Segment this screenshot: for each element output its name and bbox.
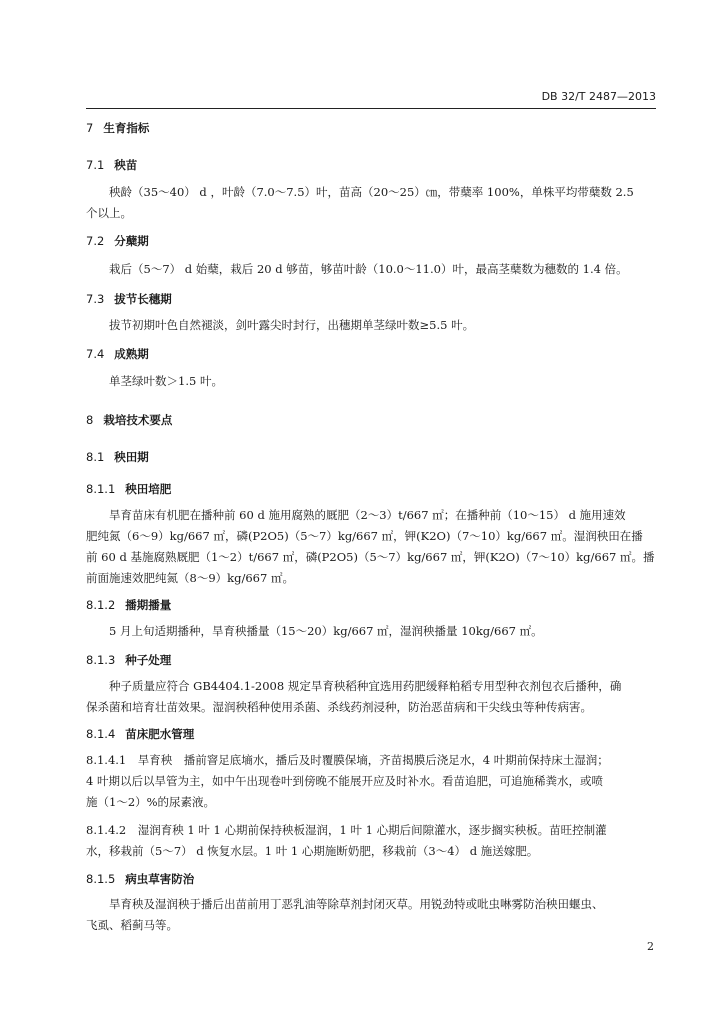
paragraph-7-1: 秧龄（35～40） d ，叶龄（7.0～7.5）叶，苗高（20～25）㎝，带蘖率 100%，单株平均带蘖数 2.5 个以上。	[86, 185, 634, 220]
heading-8: 8 栽培技术要点	[86, 413, 173, 427]
paragraph-8-1-2: 5 月上旬适期播种，旱育秧播量（15～20）kg/667 ㎡，湿润秧播量 10kg/667 ㎡。	[109, 624, 543, 638]
heading-7-1: 7.1 秧苗	[86, 158, 138, 172]
paragraph-8-1-5: 旱育秧及湿润秧于播后出苗前用丁恶乳油等除草剂封闭灭草。用锐劲特或吡虫啉雾防治秧田蝘虫、 飞虱、稻蓟马等。	[86, 897, 604, 932]
heading-8-1-1: 8.1.1 秧田培肥	[86, 482, 172, 496]
paragraph-7-3: 拔节初期叶色自然褪淡，剑叶露尖时封行，出穗期单茎绿叶数≥5.5 叶。	[109, 318, 475, 332]
heading-8-1-2: 8.1.2 播期播量	[86, 598, 172, 612]
heading-8-1: 8.1 秧田期	[86, 450, 149, 464]
paragraph-8-1-4-2: 8.1.4.2 湿润育秧 1 叶 1 心期前保持秧板湿润，1 叶 1 心期后间隙灌水，逐步搁实秧板。苗旺控制灌 水，移栽前（5～7） d 恢复水层。1 叶 1 心期施断奶肥，移栽前（3～4） d 施送嫁肥。	[86, 823, 607, 858]
heading-8-1-5: 8.1.5 病虫草害防治	[86, 872, 195, 886]
heading-7-2: 7.2 分蘖期	[86, 234, 149, 248]
heading-8-1-4: 8.1.4 苗床肥水管理	[86, 727, 195, 741]
heading-7-3: 7.3 拔节长穗期	[86, 292, 172, 306]
header-rule	[86, 108, 656, 109]
paragraph-7-2: 栽后（5～7） d 始蘖，栽后 20 d 够苗，够苗叶龄（10.0～11.0）叶，最高茎蘖数为穗数的 1.4 倍。	[109, 262, 628, 276]
paragraph-8-1-1: 旱育苗床有机肥在播种前 60 d 施用腐熟的厩肥（2～3）t/667 ㎡；在播种前（10～15） d 施用速效 肥纯氮（6～9）kg/667 ㎡，磷(P2O5)（5～7）kg/667 ㎡，钾(K2O)（7～10）kg/667 ㎡。湿润秧田在播 前 60 d 基施腐熟厩肥（1～2）t/667 ㎡，磷(P2O5)（5～7）kg/667 ㎡，钾(K2O)（7～10）kg/667 ㎡。播 前面施速效肥纯氮（8～9）kg/667 ㎡。	[86, 508, 655, 585]
heading-8-1-3: 8.1.3 种子处理	[86, 653, 172, 667]
paragraph-7-4: 单茎绿叶数＞1.5 叶。	[109, 374, 223, 388]
heading-7-4: 7.4 成熟期	[86, 347, 149, 361]
paragraph-8-1-4-1: 8.1.4.1 旱育秧 播前窨足底墒水，播后及时覆膜保墒，齐苗揭膜后浇足水，4 叶期前保持床土湿润； 4 叶期以后以旱管为主，如中午出现卷叶到傍晚不能展开应及时补水。看苗追肥，可追施稀粪水，或喷 施（1～2）%的尿素液。	[86, 753, 609, 809]
standard-code: DB 32/T 2487—2013	[541, 90, 656, 103]
heading-7: 7 生育指标	[86, 121, 150, 135]
page-number: 2	[647, 940, 654, 953]
paragraph-8-1-3: 种子质量应符合 GB4404.1-2008 规定旱育秧稻种宜选用药肥缓释粕稻专用型种衣剂包衣后播种，确 保杀菌和培育壮苗效果。湿润秧稻种使用杀菌、杀线药剂浸种，防治恶苗病和干尖线虫等种传病害。	[86, 679, 622, 714]
